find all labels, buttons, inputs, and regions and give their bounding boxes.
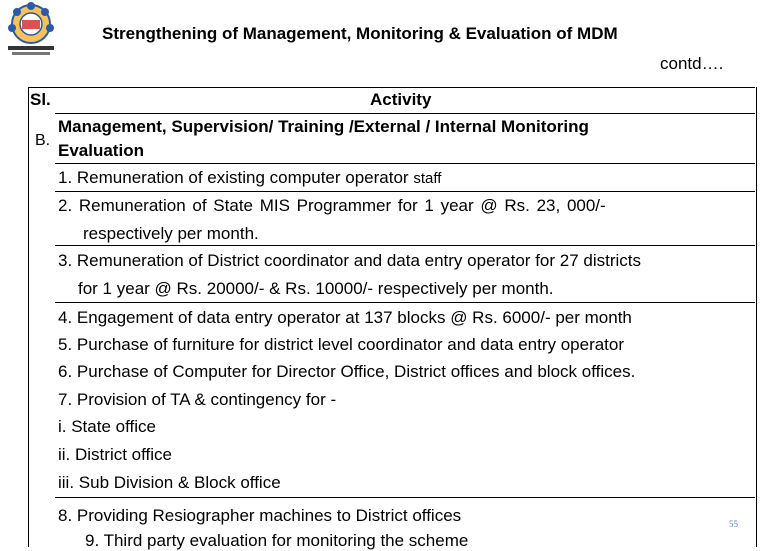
row-divider <box>55 302 755 303</box>
section-title-line1: Management, Supervision/ Training /External / Internal Monitoring <box>58 117 589 136</box>
list-item: 3. Remuneration of District coordinator and data entry operator for 27 districts <box>58 251 642 270</box>
section-title-line2: Evaluation <box>58 141 144 160</box>
list-item: 7. Provision of TA & contingency for - <box>58 390 337 409</box>
list-item-continuation: for 1 year @ Rs. 20000/- & Rs. 10000/- respectively per month. <box>78 279 554 298</box>
list-item: 6. Purchase of Computer for Director Office, District offices and block offices. <box>58 362 636 381</box>
page-number: 55 <box>729 519 738 529</box>
column-header-sl: Sl. <box>30 90 51 109</box>
page-title: Strengthening of Management, Monitoring & Evaluation of MDM <box>102 24 618 43</box>
list-item: iii. Sub Division & Block office <box>58 473 281 492</box>
list-item: i. State office <box>58 417 156 436</box>
list-item-suffix: staff <box>413 170 442 187</box>
list-item: ii. District office <box>58 445 172 464</box>
row-divider <box>55 113 755 114</box>
organization-logo <box>2 2 60 58</box>
section-code: B. <box>35 132 51 149</box>
column-header-activity: Activity <box>370 90 432 109</box>
list-item: 5. Purchase of furniture for district level coordinator and data entry operator <box>58 335 625 354</box>
table-top-border <box>28 87 755 88</box>
list-item-text: 1. Remuneration of existing computer operator <box>58 168 409 187</box>
row-divider <box>55 245 755 246</box>
list-item: 8. Providing Resiographer machines to District offices <box>58 506 462 525</box>
list-item <box>58 168 441 188</box>
row-divider <box>55 191 755 192</box>
list-item-continuation: respectively per month. <box>83 224 259 243</box>
list-item: 2. Remuneration of State MIS Programmer for 1 year @ Rs. 23, 000/- <box>58 196 606 215</box>
row-divider <box>55 163 755 164</box>
list-item: 4. Engagement of data entry operator at 137 blocks @ Rs. 6000/- per month <box>58 308 632 327</box>
row-divider <box>55 497 755 498</box>
list-item-cutoff: 9. Third party evaluation for monitoring the scheme <box>85 531 469 550</box>
continued-label: contd…. <box>660 54 724 73</box>
